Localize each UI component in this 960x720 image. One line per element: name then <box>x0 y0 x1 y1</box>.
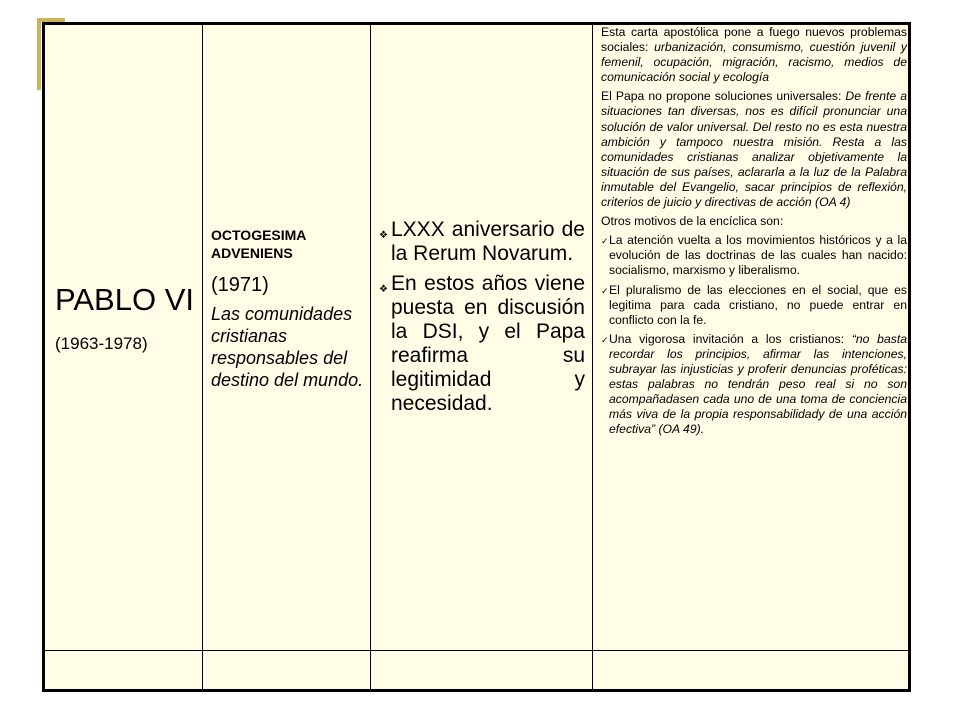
pope-cell <box>55 280 205 354</box>
universal-quote: De frente a situaciones tan diversas, nos es difícil pronunciar una solución de valor universal. Del resto no es esta nuestra ambición y tampoco nuestra misión. Resta a las comunidades cristianas analizar objetivamente la situación de sus países, aclararla a la luz de la Palabra inmutable del Evangelio, sacar principios de reflexión, criterios de juicio y directivas de acción (OA 4) <box>601 89 907 210</box>
slide-accent-vertical <box>37 18 41 90</box>
motivos-intro: Otros motivos de la encíclica son: <box>601 214 784 229</box>
universal-text: El Papa no propone soluciones universales: <box>601 89 846 104</box>
document-year: (1971) <box>211 274 269 296</box>
document-title: OCTOGESIMA ADVENIENS <box>211 227 306 261</box>
universal-paragraph <box>601 89 907 210</box>
motivo-item <box>601 332 907 438</box>
checkmark-icon: ✓ <box>601 236 609 247</box>
encyclical-table <box>42 22 911 692</box>
motivo-text: El pluralismo de las elecciones en el social, que es legitima para cada cristiano, no puede entrar en conflicto con la fe. <box>609 282 907 327</box>
pope-years: (1963-1978) <box>55 334 148 353</box>
diamond-cluster-icon: ❖ <box>379 284 388 295</box>
context-item <box>379 218 585 266</box>
checkmark-icon: ✓ <box>601 334 609 345</box>
context-cell <box>379 218 585 422</box>
intro-problems-text: urbanización, consumismo, cuestión juvenil y femenil, ocupación, migración, racismo, medios de comunicación social y ecología <box>601 40 907 85</box>
motivo-text: Una vigorosa invitación a los cristianos: <box>609 331 852 346</box>
column-divider <box>202 25 203 689</box>
content-cell <box>601 25 907 441</box>
row-divider <box>45 650 908 651</box>
context-item-text: En estos años viene puesta en discusión la DSI, y el Papa reafirma su legitimidad y necesidad. <box>391 272 585 415</box>
column-divider <box>592 25 593 689</box>
context-item-text: LXXX aniversario de la Rerum Novarum. <box>391 218 585 265</box>
intro-text: Esta carta apostólica pone a fuego nuevos problemas sociales: <box>601 25 907 55</box>
pope-name: PABLO VI <box>55 282 194 317</box>
motivo-item <box>601 233 907 278</box>
context-item <box>379 272 585 416</box>
motivo-quote: “no basta recordar los principios, afirmar las intenciones, subrayar las injusticias y proferir denuncias proféticas: estas palabras no tendrán peso real si no son acompañadasen cada uno de una toma de conciencia más viva de la propia responsabilidady de una acción efectiva” (OA 49). <box>609 331 907 437</box>
motivo-text: La atención vuelta a los movimientos históricos y a la evolución de las doctrinas de las cuales han nacido: socialismo, marxismo y liberalismo. <box>609 233 907 278</box>
intro-paragraph <box>601 25 907 85</box>
document-cell <box>211 226 371 391</box>
checkmark-icon: ✓ <box>601 285 609 296</box>
diamond-cluster-icon: ❖ <box>379 230 388 241</box>
motivo-item <box>601 283 907 328</box>
document-description: Las comunidades cristianas responsables del destino del mundo. <box>211 304 364 390</box>
